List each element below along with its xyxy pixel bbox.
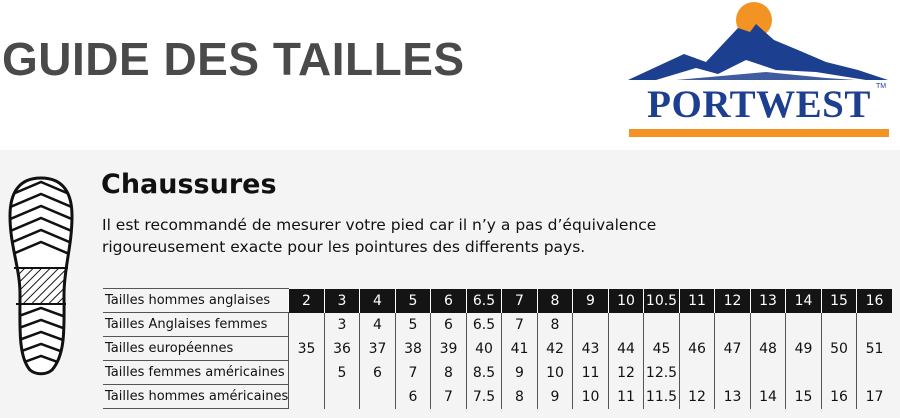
size-cell: 10.5 — [644, 289, 680, 313]
size-cell: 38 — [395, 337, 431, 361]
size-cell: 6.5 — [466, 313, 502, 337]
size-cell: 8 — [537, 289, 573, 313]
size-cell: 9 — [573, 289, 609, 313]
size-cell — [715, 361, 751, 385]
shoe-sole-icon — [6, 176, 76, 376]
size-cell: 7 — [502, 289, 538, 313]
size-cell: 7.5 — [466, 385, 502, 409]
intro-line-2: rigoureusement exacte pour les pointures des differents pays. — [102, 238, 586, 256]
size-cell — [679, 361, 715, 385]
size-cell: 9 — [502, 361, 538, 385]
size-cell — [821, 361, 857, 385]
size-cell: 17 — [857, 385, 892, 409]
size-cell — [857, 361, 892, 385]
size-cell — [786, 361, 822, 385]
size-cell: 50 — [821, 337, 857, 361]
size-cell — [608, 313, 644, 337]
size-cell: 46 — [679, 337, 715, 361]
size-cell: 4 — [360, 289, 396, 313]
size-row — [103, 385, 892, 409]
size-row — [103, 337, 892, 361]
size-cell: 35 — [289, 337, 325, 361]
brand-bar — [629, 129, 889, 137]
page-title: GUIDE DES TAILLES — [2, 33, 465, 85]
size-cell: 37 — [360, 337, 396, 361]
size-cell: 15 — [821, 289, 857, 313]
size-cell: 49 — [786, 337, 822, 361]
brand-name: PORTWEST — [647, 83, 871, 126]
size-cell: 16 — [857, 289, 892, 313]
row-label: Tailles hommes américaines — [103, 385, 289, 409]
size-cell: 6 — [395, 385, 431, 409]
row-label: Tailles hommes anglaises — [103, 289, 289, 313]
size-cell: 45 — [644, 337, 680, 361]
size-cell: 12 — [608, 361, 644, 385]
intro-line-1: Il est recommandé de mesurer votre pied car il n’y a pas d’équivalence — [102, 216, 657, 234]
row-label: Tailles européennes — [103, 337, 289, 361]
size-cell: 10 — [537, 361, 573, 385]
size-cell: 13 — [750, 289, 786, 313]
size-cell: 5 — [395, 289, 431, 313]
size-cell: 6 — [431, 313, 467, 337]
brand-trademark: TM — [876, 83, 887, 90]
size-row — [103, 313, 892, 337]
size-cell: 51 — [857, 337, 892, 361]
size-cell: 13 — [715, 385, 751, 409]
size-cell: 8.5 — [466, 361, 502, 385]
size-cell — [573, 313, 609, 337]
size-cell: 8 — [431, 361, 467, 385]
size-cell: 40 — [466, 337, 502, 361]
size-cell — [857, 313, 892, 337]
size-cell: 6 — [360, 361, 396, 385]
size-cell — [289, 313, 325, 337]
section-title: Chaussures — [101, 169, 277, 200]
size-cell — [715, 313, 751, 337]
size-cell — [289, 361, 325, 385]
size-row — [103, 289, 892, 313]
size-cell: 12 — [679, 385, 715, 409]
size-cell — [324, 385, 360, 409]
size-cell: 12 — [715, 289, 751, 313]
size-table — [103, 288, 892, 409]
intro-text — [102, 214, 662, 258]
size-cell: 15 — [786, 385, 822, 409]
size-cell: 9 — [537, 385, 573, 409]
size-cell: 12.5 — [644, 361, 680, 385]
size-cell: 5 — [395, 313, 431, 337]
size-cell: 8 — [502, 385, 538, 409]
size-cell: 11 — [573, 361, 609, 385]
size-cell: 5 — [324, 361, 360, 385]
size-cell: 11 — [608, 385, 644, 409]
size-cell — [786, 313, 822, 337]
size-cell: 4 — [360, 313, 396, 337]
size-cell — [750, 361, 786, 385]
size-row — [103, 361, 892, 385]
size-cell: 7 — [431, 385, 467, 409]
size-cell: 8 — [537, 313, 573, 337]
size-cell: 16 — [821, 385, 857, 409]
size-cell: 7 — [502, 313, 538, 337]
size-cell: 14 — [786, 289, 822, 313]
size-cell — [289, 385, 325, 409]
size-cell: 41 — [502, 337, 538, 361]
size-cell: 36 — [324, 337, 360, 361]
size-cell — [750, 313, 786, 337]
size-cell — [679, 313, 715, 337]
size-cell: 48 — [750, 337, 786, 361]
size-cell: 11 — [679, 289, 715, 313]
size-cell: 14 — [750, 385, 786, 409]
size-cell: 43 — [573, 337, 609, 361]
size-cell — [644, 313, 680, 337]
size-cell: 42 — [537, 337, 573, 361]
row-label: Tailles femmes américaines — [103, 361, 289, 385]
size-cell: 47 — [715, 337, 751, 361]
size-cell — [360, 385, 396, 409]
size-cell: 3 — [324, 313, 360, 337]
size-cell: 7 — [395, 361, 431, 385]
size-cell: 3 — [324, 289, 360, 313]
size-cell — [821, 313, 857, 337]
size-cell: 2 — [289, 289, 325, 313]
size-cell: 10 — [573, 385, 609, 409]
row-label: Tailles Anglaises femmes — [103, 313, 289, 337]
size-cell: 10 — [608, 289, 644, 313]
size-cell: 39 — [431, 337, 467, 361]
size-cell: 44 — [608, 337, 644, 361]
size-cell: 6 — [431, 289, 467, 313]
size-cell: 11.5 — [644, 385, 680, 409]
size-cell: 6.5 — [466, 289, 502, 313]
